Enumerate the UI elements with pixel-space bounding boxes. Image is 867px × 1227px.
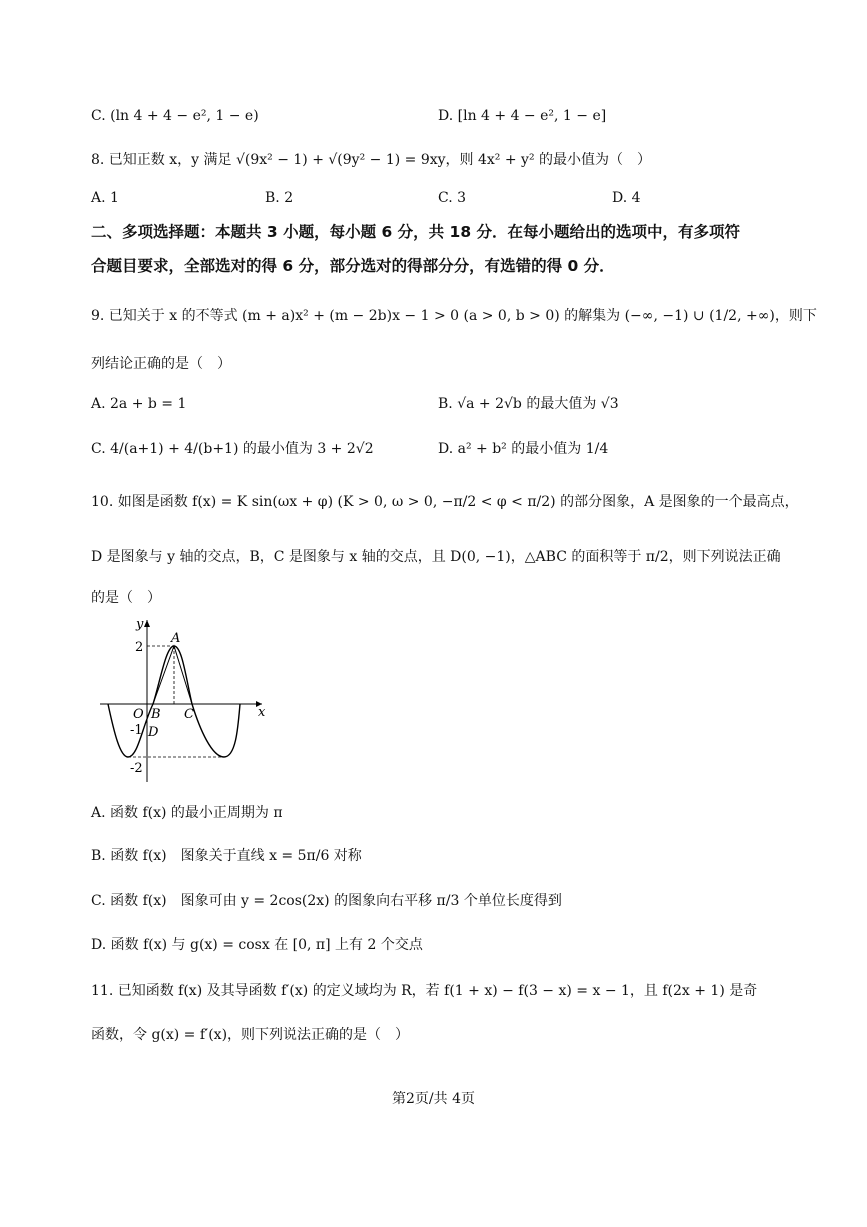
q8-option-b: B. 2 — [265, 190, 294, 206]
point-d-label: D — [148, 725, 159, 740]
q8-option-a: A. 1 — [91, 190, 119, 206]
question-9-line-1: 9. 已知关于 x 的不等式 (m + a)x² + (m − 2b)x − 1 > 0 (a > 0, b > 0) 的解集为 (−∞, −1) ∪ (1/2, +∞)，则下 — [91, 308, 817, 324]
question-9-line-2: 列结论正确的是（ ） — [91, 356, 231, 372]
origin-label: O — [133, 707, 144, 722]
tick-label-minus-2: -2 — [130, 761, 143, 776]
point-a-label: A — [171, 631, 181, 646]
q9-option-b: B. √a + 2√b 的最大值为 √3 — [438, 396, 619, 412]
tick-label-minus-1: -1 — [130, 723, 143, 738]
question-10-line-3: 的是（ ） — [91, 590, 161, 606]
question-10-line-1: 10. 如图是函数 f(x) = K sin(ωx + φ) (K > 0, ω > 0, −π/2 < φ < π/2) 的部分图象，A 是图象的一个最高点， — [91, 494, 799, 510]
q7-option-c: C. (ln 4 + 4 − e², 1 − e) — [91, 108, 259, 124]
section-2-heading-line-1: 二、多项选择题：本题共 3 小题，每小题 6 分，共 18 分．在每小题给出的选项中，有多项符 — [91, 223, 741, 241]
q9-option-d: D. a² + b² 的最小值为 1/4 — [438, 441, 609, 457]
y-axis-label: y — [136, 617, 144, 632]
q9-option-c: C. 4/(a+1) + 4/(b+1) 的最小值为 3 + 2√2 — [91, 441, 374, 457]
q8-option-d: D. 4 — [612, 190, 641, 206]
q8-option-c: C. 3 — [438, 190, 467, 206]
x-axis-label: x — [258, 705, 266, 720]
tick-label-2: 2 — [135, 640, 144, 655]
q10-option-c: C. 函数 f(x) 图象可由 y = 2cos(2x) 的图象向右平移 π/3 个单位长度得到 — [91, 893, 562, 909]
q9-option-a: A. 2a + b = 1 — [91, 396, 187, 412]
q10-option-b: B. 函数 f(x) 图象关于直线 x = 5π/6 对称 — [91, 848, 362, 864]
point-c-label: C — [184, 707, 194, 722]
section-2-heading-line-2: 合题目要求，全部选对的得 6 分，部分选对的得部分分，有选错的得 0 分． — [91, 257, 615, 275]
question-10-line-2: D 是图象与 y 轴的交点，B，C 是图象与 x 轴的交点，且 D(0, −1)，△ABC 的面积等于 π/2，则下列说法正确 — [91, 549, 781, 565]
q10-option-d: D. 函数 f(x) 与 g(x) = cosx 在 [0, π] 上有 2 个交点 — [91, 937, 423, 953]
sine-graph-figure — [100, 612, 280, 792]
q7-option-d: D. [ln 4 + 4 − e², 1 − e] — [438, 108, 607, 124]
point-b-label: B — [151, 707, 161, 722]
question-11-line-2: 函数，令 g(x) = f′(x)，则下列说法正确的是（ ） — [91, 1027, 410, 1043]
y-axis-arrow-icon — [144, 620, 150, 627]
q10-option-a: A. 函数 f(x) 的最小正周期为 π — [91, 805, 283, 821]
page-footer: 第2页/共 4页 — [392, 1091, 475, 1107]
question-8: 8. 已知正数 x，y 满足 √(9x² − 1) + √(9y² − 1) = 9xy，则 4x² + y² 的最小值为（ ） — [91, 152, 652, 168]
question-11-line-1: 11. 已知函数 f(x) 及其导函数 f′(x) 的定义域均为 R，若 f(1 + x) − f(3 − x) = x − 1，且 f(2x + 1) 是奇 — [91, 983, 758, 999]
